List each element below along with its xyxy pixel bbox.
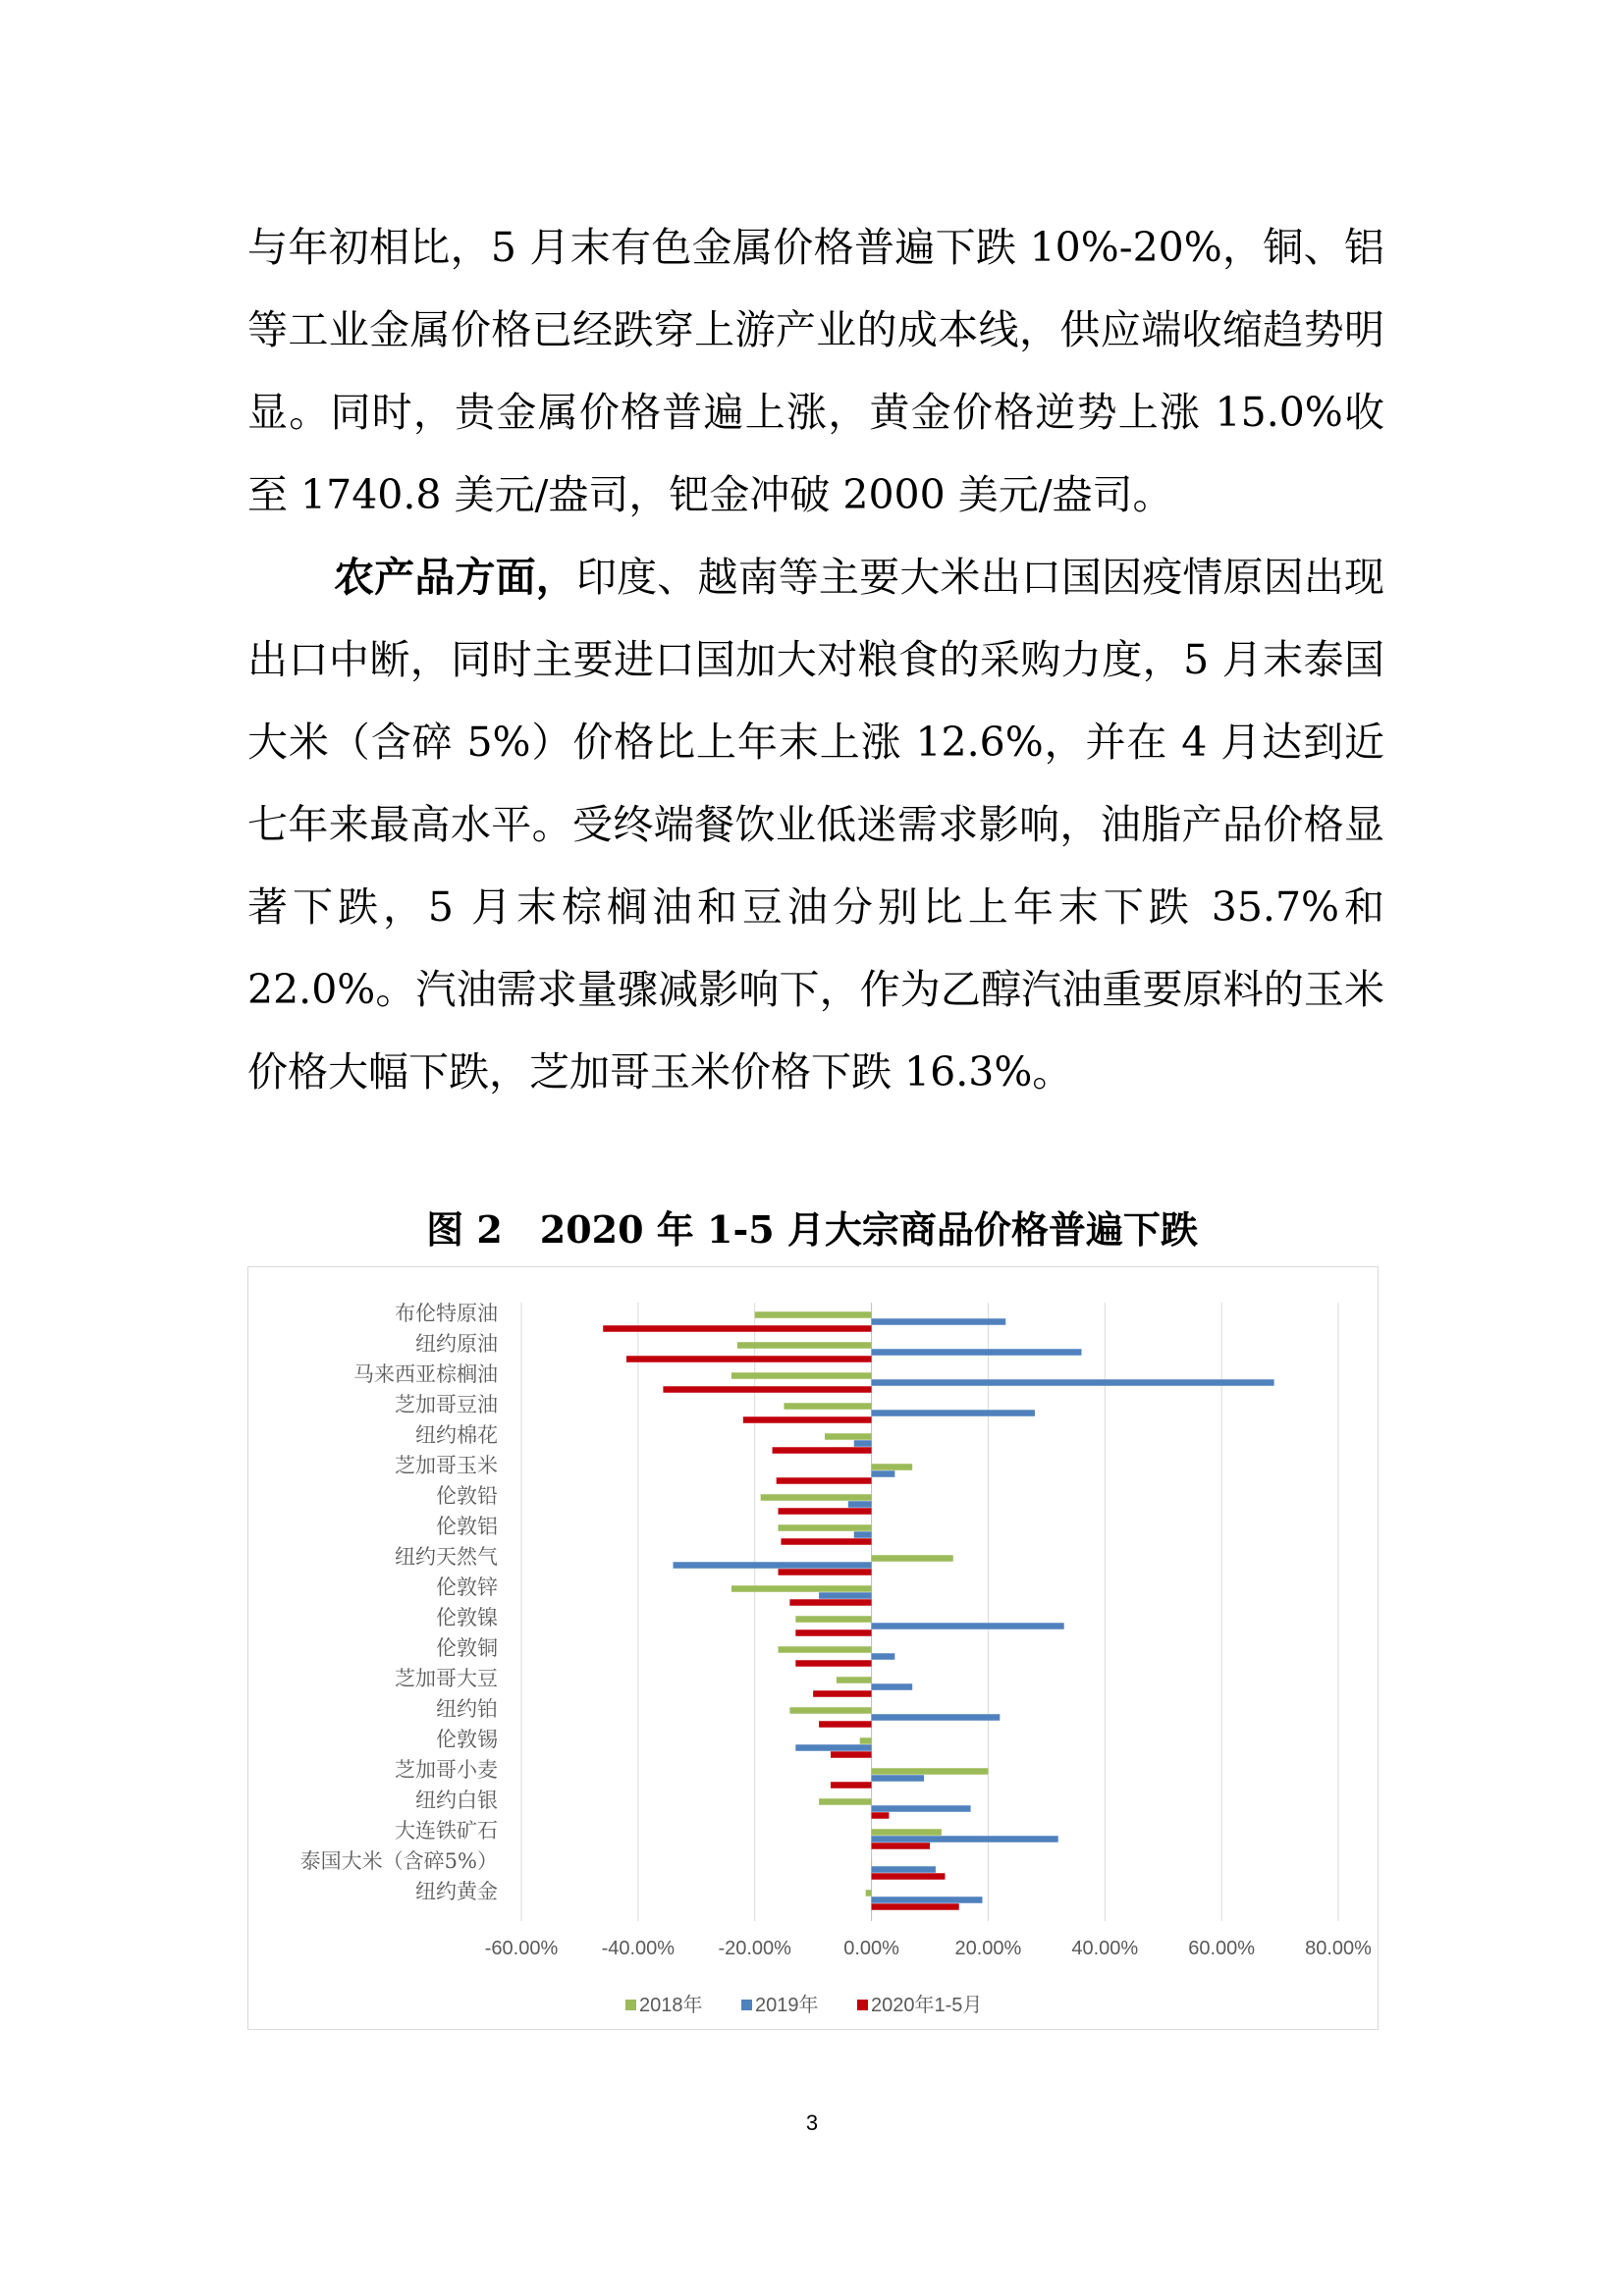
bar-2020年1-5月 [831,1782,872,1789]
paragraph-body: 印度、越南等主要大米出口国因疫情原因出现出口中断，同时主要进口国加大对粮食的采购力度，5 月末泰国大米（含碎 5%）价格比上年末上涨 12.6%，并在 4 月达到近七年来最高水平。受终端餐饮业低迷需求影响，油脂产品价格显著下跌，5 月末棕榈油和豆油分别比上年末下跌 35.7%和 22.0%。汽油需求量骤减影响下，作为乙醇汽油重要原料的玉米价格大幅下跌，芝加哥玉米价格下跌 16.3%。 [247,554,1385,1095]
bar-2020年1-5月 [813,1690,871,1697]
bar-2018年 [860,1737,872,1744]
bar-2019年 [872,1683,913,1690]
bar-2018年 [837,1677,872,1683]
bar-2018年 [789,1707,871,1714]
category-label: 泰国大米（含碎5%） [299,1849,498,1873]
x-tick-label: -60.00% [484,1938,559,1959]
bar-2019年 [872,1470,895,1477]
bar-2020年1-5月 [777,1477,872,1484]
category-label: 伦敦铝 [436,1515,498,1538]
bar-2019年 [872,1379,1274,1386]
bar-2019年 [872,1349,1082,1356]
bar-2019年 [872,1318,1006,1325]
bar-2020年1-5月 [778,1569,871,1575]
bar-2020年1-5月 [743,1416,872,1423]
bar-2019年 [872,1653,895,1660]
bar-2018年 [795,1616,871,1623]
bar-2018年 [784,1403,871,1410]
bar-2020年1-5月 [626,1356,872,1362]
bar-2019年 [795,1744,871,1751]
bar-2018年 [866,1890,872,1896]
x-tick-label: 0.00% [843,1938,899,1959]
bar-2020年1-5月 [819,1721,871,1728]
category-label: 大连铁矿石 [395,1819,498,1842]
bar-2020年1-5月 [778,1508,871,1515]
category-label: 纽约白银 [415,1789,498,1812]
x-tick-label: 40.00% [1071,1938,1139,1959]
category-label: 纽约棉花 [415,1423,498,1447]
bar-2019年 [674,1562,872,1569]
x-tick-label: 20.00% [954,1938,1022,1959]
bar-2018年 [819,1798,871,1805]
bars-layer [603,1311,1273,1910]
category-label: 芝加哥大豆 [395,1667,498,1690]
paragraph-lead: 农产品方面， [334,554,576,601]
bar-2020年1-5月 [795,1660,871,1667]
legend-swatch [741,2000,752,2010]
commodity-price-chart [248,1267,1378,2029]
bar-2018年 [778,1524,871,1531]
paragraph-metals: 与年初相比，5 月末有色金属价格普遍下跌 10%-20%，铜、铝等工业金属价格已经跌穿上游产业的成本线，供应端收缩趋势明显。同时，贵金属价格普遍上涨，黄金价格逆势上涨 15.0%收至 1740.8 美元/盎司，钯金冲破 2000 美元/盎司。 [247,224,1384,518]
category-label: 纽约黄金 [415,1880,498,1903]
bar-2018年 [761,1494,872,1501]
category-label: 布伦特原油 [395,1302,498,1325]
category-label: 伦敦铅 [436,1484,498,1508]
bar-2019年 [854,1440,872,1447]
x-tick-label: 80.00% [1305,1938,1372,1959]
category-label: 芝加哥小麦 [395,1758,498,1782]
category-label: 伦敦铜 [436,1636,498,1660]
paragraph-agriculture [247,536,1384,1113]
legend-layer [625,1994,982,2016]
bar-2019年 [872,1896,983,1903]
category-label: 芝加哥豆油 [395,1393,498,1416]
bar-2020年1-5月 [872,1812,890,1819]
bar-2019年 [819,1592,871,1599]
bar-2018年 [825,1433,872,1440]
bar-2019年 [872,1623,1064,1629]
bar-2019年 [872,1866,936,1873]
bar-2019年 [872,1410,1035,1416]
bar-2018年 [778,1646,871,1653]
x-tick-label: -40.00% [601,1938,676,1959]
category-label: 纽约天然气 [395,1545,498,1569]
bar-2019年 [872,1836,1058,1842]
bar-2018年 [737,1342,872,1349]
category-label: 伦敦镍 [436,1606,498,1629]
page-number: 3 [805,2110,819,2135]
figure-title: 图 2 2020 年 1-5 月大宗商品价格普遍下跌 [426,1207,1198,1252]
category-label: 马来西亚棕榈油 [353,1362,498,1386]
category-label: 芝加哥玉米 [395,1454,498,1477]
bar-2018年 [872,1555,953,1562]
category-label: 纽约原油 [415,1332,498,1356]
bar-2020年1-5月 [603,1325,871,1332]
category-label: 伦敦锌 [436,1575,498,1599]
bar-2018年 [872,1464,913,1470]
bar-2020年1-5月 [872,1903,959,1910]
bar-2020年1-5月 [663,1386,871,1393]
ticks-layer [485,1938,1372,1959]
bar-2018年 [872,1768,989,1775]
bar-2020年1-5月 [773,1447,872,1454]
bar-2019年 [854,1531,872,1538]
bar-2019年 [872,1714,1001,1721]
bar-2020年1-5月 [831,1751,872,1758]
bar-2020年1-5月 [781,1538,871,1545]
x-tick-label: 60.00% [1188,1938,1256,1959]
bar-2019年 [872,1775,924,1782]
category-label: 纽约铂 [436,1697,498,1721]
category-label: 伦敦锡 [436,1728,498,1751]
bar-2018年 [872,1859,873,1866]
chart-container [247,1266,1379,2030]
legend-label: 2018年 [639,1995,703,2016]
bar-2020年1-5月 [872,1873,946,1880]
bar-2019年 [848,1501,872,1508]
legend-swatch [857,2000,868,2010]
grid-layer [521,1303,1338,1921]
bar-2020年1-5月 [872,1842,930,1849]
x-tick-label: -20.00% [718,1938,791,1959]
bar-2018年 [755,1311,872,1318]
labels-layer [300,1302,498,1903]
bar-2018年 [731,1372,872,1379]
bar-2020年1-5月 [789,1599,871,1606]
legend-label: 2019年 [755,1995,819,2016]
legend-swatch [625,2000,636,2010]
legend-label: 2020年1-5月 [871,1995,983,2016]
bar-2018年 [872,1829,942,1836]
bar-2018年 [731,1585,872,1592]
bar-2020年1-5月 [795,1629,871,1636]
bar-2019年 [872,1805,971,1812]
